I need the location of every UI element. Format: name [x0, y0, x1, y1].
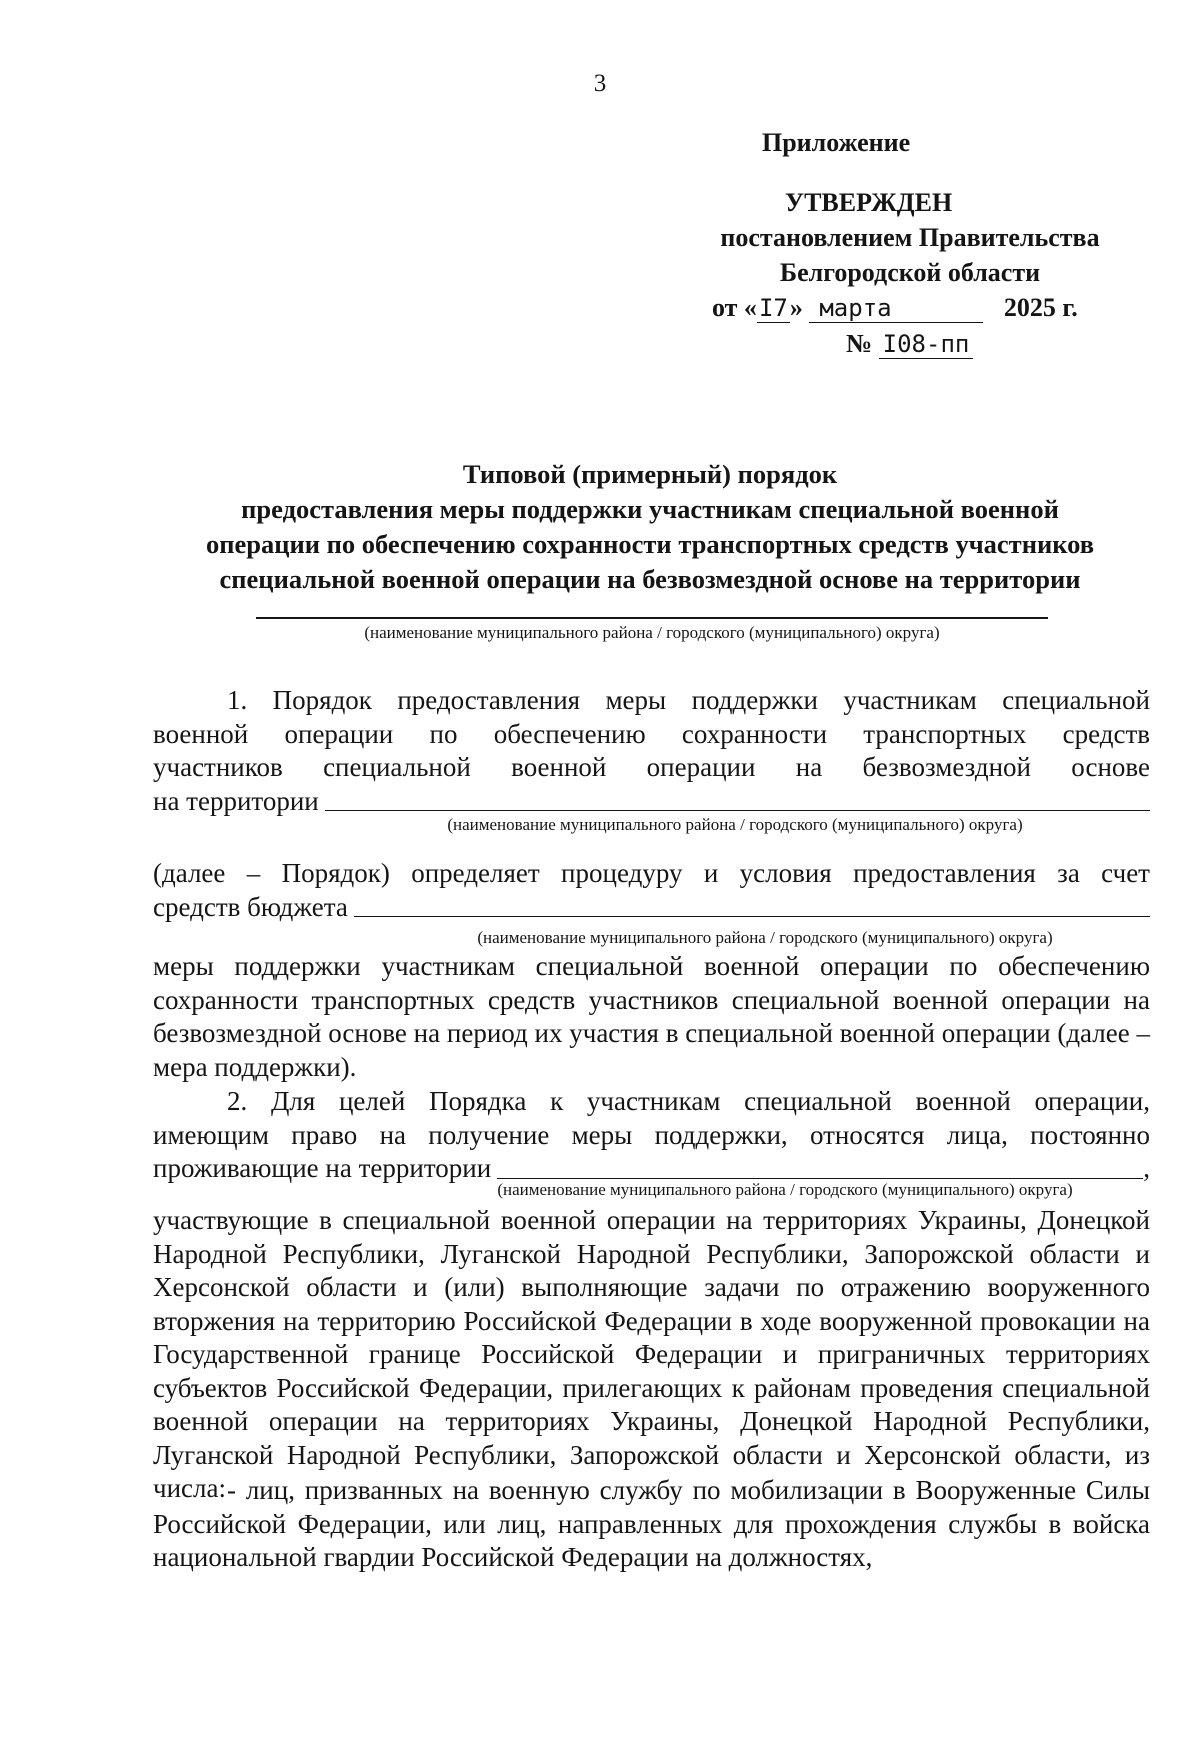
date-day: I7 [758, 294, 788, 322]
p1-territory-row [153, 785, 1150, 819]
document-title [150, 457, 1150, 597]
approved-label: УТВЕРЖДЕН [785, 188, 953, 217]
number-sign: № [846, 329, 873, 358]
caption-1: (наименование муниципального района / городского (муниципального) округа) [447, 815, 1023, 834]
p1-line-2: военной операции по обеспечению сохранности транспортных средств [153, 718, 1150, 749]
title-line-3: операции по обеспечению сохранности транспортных средств участников [205, 529, 1095, 559]
p2-line-2: имеющим право на получение меры поддержки, относятся лица, постоянно [153, 1119, 1150, 1150]
date-close: » [789, 293, 803, 322]
p1-line-1: 1. Порядок предоставления меры поддержки участникам специальной [227, 685, 1150, 715]
title-line-1: Типовой (примерный) порядок [462, 459, 838, 489]
p2-comma: , [1143, 1153, 1150, 1183]
p2-line-1: 2. Для целей Порядка к участникам специальной военной операции, [227, 1086, 1150, 1116]
approval-number [846, 329, 973, 359]
p1-line-4: на территории [153, 785, 319, 816]
number-value: I08-пп [879, 330, 974, 359]
p2-cont-text: участвующие в специальной военной операции на территориях Украины, Донецкой Народной Республики, Луганской Народной Республики, Запорожской области и Херсонской области и (или) выполняющие задачи по отражению вооруженного вторжения на территорию Российской Федерации в ходе вооруженной провокации на Государственной границе Российской Федерации и приграничных территориях субъектов Российской Федерации, прилегающих к районам проведения специальной военной операции на территориях Украины, Донецкой Народной Республики, Луганской Народной Республики, Запорожской области и Херсонской области, из числа: [153, 1205, 1150, 1503]
p1-cont-line-1: (далее – Порядок) определяет процедуру и условия предоставления за счет [153, 858, 1150, 888]
date-year: 2025 г. [1003, 293, 1078, 322]
caption-2: (наименование муниципального района / городского (муниципального) округа) [477, 928, 1053, 947]
appendix-label: Приложение [762, 128, 911, 157]
p1-budget-row [153, 891, 1150, 925]
paragraph-1 [153, 684, 1150, 818]
title-line-2: предоставления меры поддержки участникам специальной военной [241, 494, 1059, 524]
p3-text: - лиц, призванных на военную службу по мобилизации в Вооруженные Силы Российской Федерации, или лиц, направленных для прохождения службы в войска национальной гвардии Российской Федерации на должностях, [153, 1475, 1150, 1572]
paragraph-2-cont [153, 1204, 1150, 1506]
p1-cont-line-2: средств бюджета [153, 891, 348, 922]
p1-line-3: участников специальной военной операции на безвозмездной основе [153, 752, 1150, 782]
territory-blank-line [325, 810, 1150, 811]
paragraph-3 [153, 1474, 1150, 1575]
municipality-caption: (наименование муниципального района / городского (муниципального) округа) [364, 623, 940, 642]
title-line-4: специальной военной операции на безвозмездной основе на территории [219, 564, 1081, 594]
p2-line-3: проживающие на территории [153, 1153, 492, 1183]
budget-blank-line [354, 916, 1150, 917]
residence-blank-line [497, 1178, 1143, 1179]
municipality-blank-line [256, 617, 1048, 619]
page-number: 3 [593, 70, 607, 97]
region-line: Белгородской области [779, 258, 1041, 287]
paragraph-1-end [153, 950, 1150, 1084]
caption-3: (наименование муниципального района / городского (муниципального) округа) [497, 1180, 1073, 1199]
approval-date [712, 293, 1078, 323]
date-prefix: от « [712, 293, 757, 322]
paragraph-1-cont [153, 857, 1150, 924]
date-month: марта [809, 294, 983, 323]
p1-cont-text: меры поддержки участникам специальной военной операции по обеспечению сохранности транспортных средств участников специальной военной операции на безвозмездной основе на период их участия в специальной военной операции (далее – мера поддержки). [153, 951, 1150, 1082]
resolution-line: постановлением Правительства [720, 223, 1100, 252]
paragraph-2 [153, 1085, 1150, 1186]
